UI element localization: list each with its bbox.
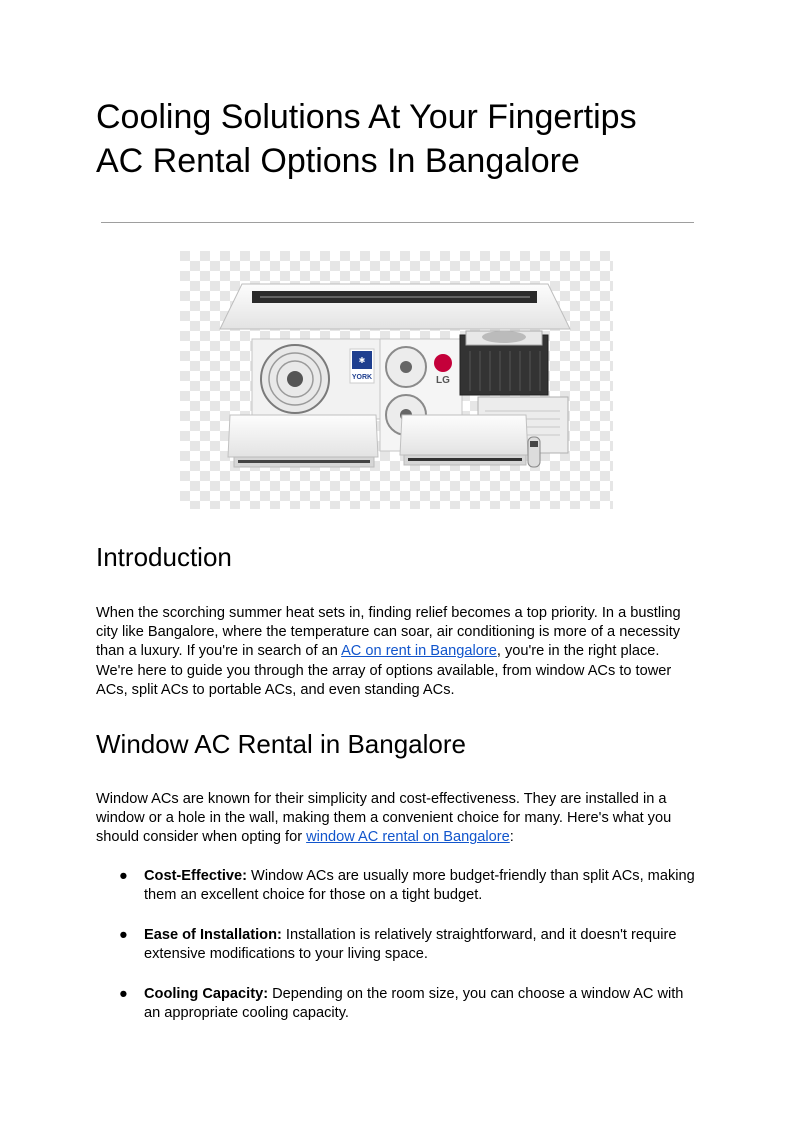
list-item-body: Depending on the room size, you can choose a window AC with an appropriate cooling capacity.	[144, 986, 684, 1022]
intro-text-after-link: , you're in the right place. We're here to guide you through the array of options available, from window ACs to tower ACs, split ACs to portable ACs, and even standing ACs.	[96, 643, 672, 698]
list-item-bold: Ease of Installation:	[144, 927, 282, 943]
introduction-paragraph	[96, 604, 696, 700]
horizontal-rule	[101, 222, 694, 223]
title-line-2: AC Rental Options In Bangalore	[96, 142, 580, 180]
lg-logo-text: LG	[436, 375, 450, 386]
york-outdoor-unit	[252, 339, 382, 419]
bullet-dot-icon: ●	[119, 986, 128, 1002]
window-ac-rental-link[interactable]: window AC rental on Bangalore	[306, 829, 510, 846]
york-logo-text: YORK	[351, 374, 373, 381]
bullet-dot-icon: ●	[119, 868, 128, 884]
window-ac-paragraph	[96, 790, 696, 848]
list-item-text	[144, 926, 696, 964]
title-line-1: Cooling Solutions At Your Fingertips	[96, 98, 637, 136]
list-item-text	[144, 985, 696, 1023]
window-ac-heading: Window AC Rental in Bangalore	[96, 729, 466, 759]
window-ac-text-after-link: :	[509, 829, 514, 846]
introduction-heading: Introduction	[96, 542, 232, 572]
cassette-ac-unit	[220, 284, 570, 329]
air-conditioner-units-image	[180, 251, 613, 509]
split-indoor-unit-right	[400, 415, 540, 467]
ac-on-rent-link[interactable]: AC on rent in Bangalore	[341, 643, 497, 660]
window-ac-text-before-link: Window ACs are known for their simplicity and cost-effectiveness. They are installed in a window or a hole in the wall, making them a convenient choice for many. Here's what you should consider when opting for	[96, 791, 672, 846]
list-item-body: Window ACs are usually more budget-friendly than split ACs, making them an excellent choice for those on a tight budget.	[144, 868, 695, 904]
split-indoor-unit-left	[228, 415, 378, 467]
svg-text:✱: ✱	[358, 356, 366, 365]
condenser-unit	[460, 331, 548, 395]
document-title	[96, 95, 716, 183]
bullet-dot-icon: ●	[119, 927, 128, 943]
intro-text-before-link: When the scorching summer heat sets in, finding relief becomes a top priority. In a bustling city like Bangalore, where the temperature can soar, air conditioning is more of a necessity than a luxury. If you're in search of an	[96, 605, 681, 660]
list-item-bold: Cost-Effective:	[144, 868, 247, 884]
list-item-body: Installation is relatively straightforward, and it doesn't require extensive modifications to your living space.	[144, 927, 677, 963]
list-item-bold: Cooling Capacity:	[144, 986, 269, 1002]
list-item-text	[144, 867, 696, 905]
